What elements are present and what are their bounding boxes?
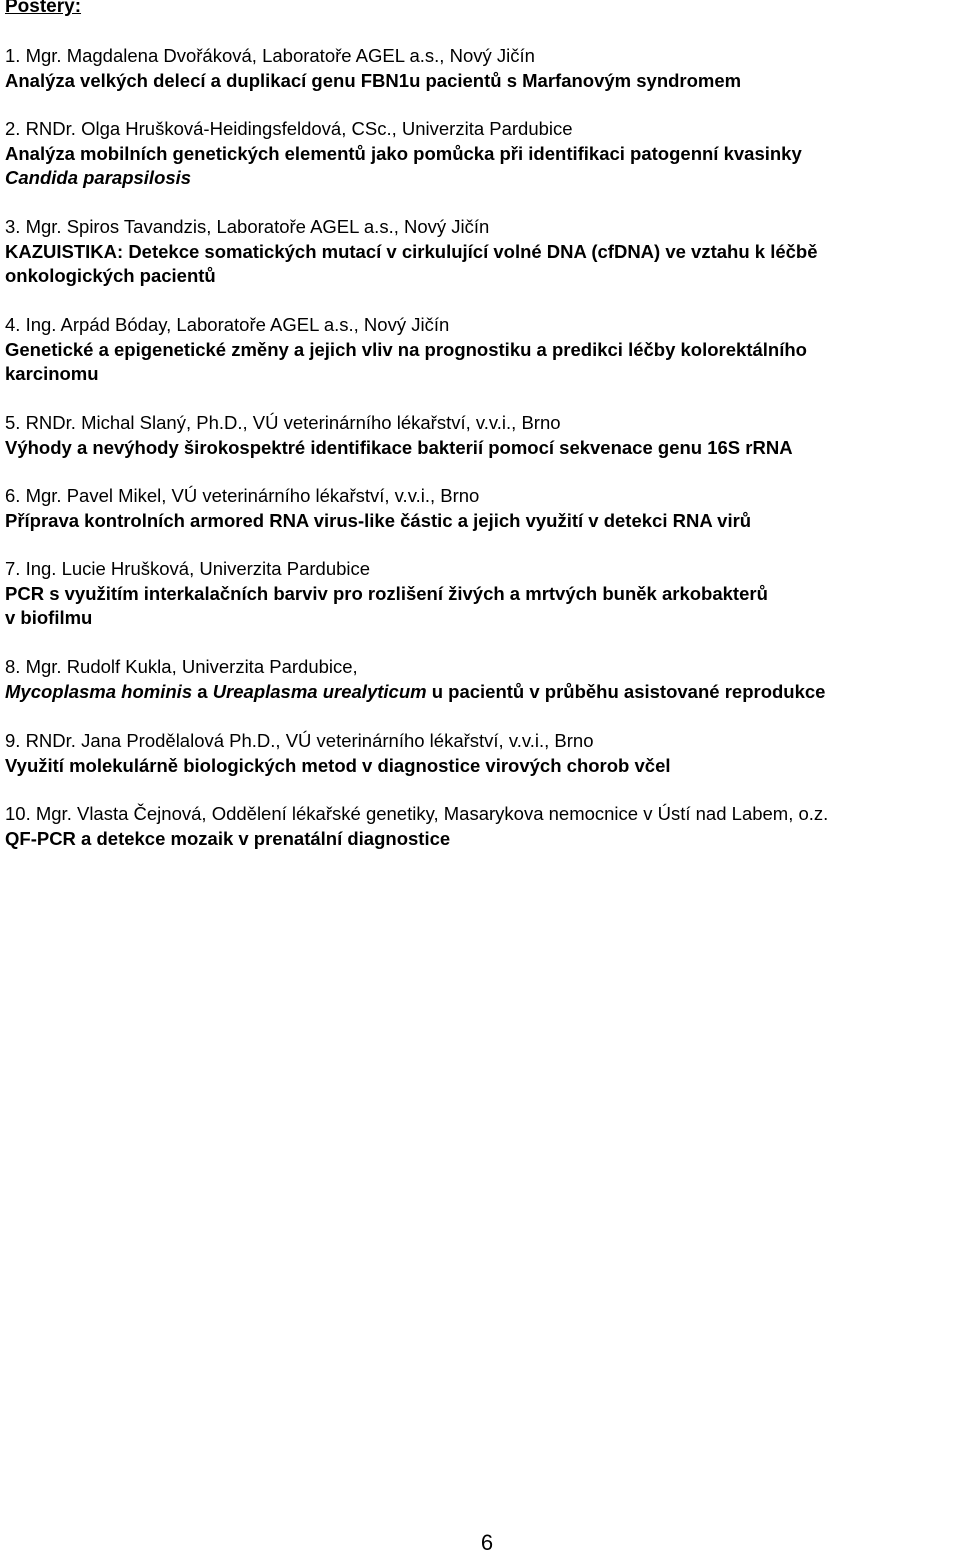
poster-entry-8 <box>5 655 960 704</box>
poster-author: 8. Mgr. Rudolf Kukla, Univerzita Pardubice, <box>5 656 358 677</box>
poster-author: 10. Mgr. Vlasta Čejnová, Oddělení lékařské genetiky, Masarykova nemocnice v Ústí nad Labem, o.z. <box>5 803 829 824</box>
poster-author: 4. Ing. Arpád Bóday, Laboratoře AGEL a.s., Nový Jičín <box>5 314 450 335</box>
poster-entry-2 <box>5 117 960 191</box>
species-name-ureaplasma: Ureaplasma urealyticum <box>212 680 427 702</box>
poster-author: 3. Mgr. Spiros Tavandzis, Laboratoře AGEL a.s., Nový Jičín <box>5 216 490 237</box>
species-name-mycoplasma: Mycoplasma hominis <box>5 680 193 702</box>
poster-entry-5 <box>5 411 960 460</box>
poster-title-continued: onkologických pacientů <box>5 265 216 287</box>
poster-title: KAZUISTIKA: Detekce somatických mutací v cirkulující volné DNA (cfDNA) ve vztahu k léčbě <box>5 240 818 262</box>
poster-entry-10 <box>5 802 960 851</box>
poster-title: Genetické a epigenetické změny a jejich vliv na prognostiku a predikci léčby kolorektálního <box>5 338 807 360</box>
page-heading: Postery: <box>5 0 82 17</box>
poster-title: QF-PCR a detekce mozaik v prenatální diagnostice <box>5 827 451 849</box>
poster-entry-9 <box>5 729 960 778</box>
poster-entry-7 <box>5 557 960 631</box>
poster-title: Využití molekulárně biologických metod v diagnostice virových chorob včel <box>5 754 671 776</box>
page-number: 6 <box>480 1530 494 1555</box>
poster-title-species: Candida parapsilosis <box>5 167 192 189</box>
poster-entry-6 <box>5 484 960 533</box>
poster-author: 7. Ing. Lucie Hrušková, Univerzita Pardubice <box>5 558 371 579</box>
poster-title: Příprava kontrolních armored RNA virus-like částic a jejich využití v detekci RNA virů <box>5 509 752 531</box>
poster-entry-1 <box>5 44 960 93</box>
title-conjunction: a <box>192 680 213 702</box>
title-rest: u pacientů v průběhu asistované reprodukce <box>426 680 826 702</box>
poster-title: Analýza mobilních genetických elementů jako pomůcka při identifikaci patogenní kvasinky <box>5 142 802 164</box>
poster-title <box>5 680 960 705</box>
poster-title-continued: karcinomu <box>5 363 99 385</box>
poster-entry-3 <box>5 215 960 289</box>
poster-title-continued: v biofilmu <box>5 607 93 629</box>
poster-author: 2. RNDr. Olga Hrušková-Heidingsfeldová, CSc., Univerzita Pardubice <box>5 118 573 139</box>
poster-entry-4 <box>5 313 960 387</box>
poster-author: 1. Mgr. Magdalena Dvořáková, Laboratoře AGEL a.s., Nový Jičín <box>5 45 535 66</box>
poster-author: 6. Mgr. Pavel Mikel, VÚ veterinárního lékařství, v.v.i., Brno <box>5 485 480 506</box>
poster-author: 5. RNDr. Michal Slaný, Ph.D., VÚ veterinárního lékařství, v.v.i., Brno <box>5 412 561 433</box>
poster-title: Analýza velkých delecí a duplikací genu FBN1u pacientů s Marfanovým syndromem <box>5 69 742 91</box>
poster-title: Výhody a nevýhody širokospektré identifikace bakterií pomocí sekvenace genu 16S rRNA <box>5 436 793 458</box>
poster-author: 9. RNDr. Jana Prodělalová Ph.D., VÚ veterinárního lékařství, v.v.i., Brno <box>5 730 594 751</box>
poster-title: PCR s využitím interkalačních barviv pro rozlišení živých a mrtvých buněk arkobakterů <box>5 582 768 604</box>
